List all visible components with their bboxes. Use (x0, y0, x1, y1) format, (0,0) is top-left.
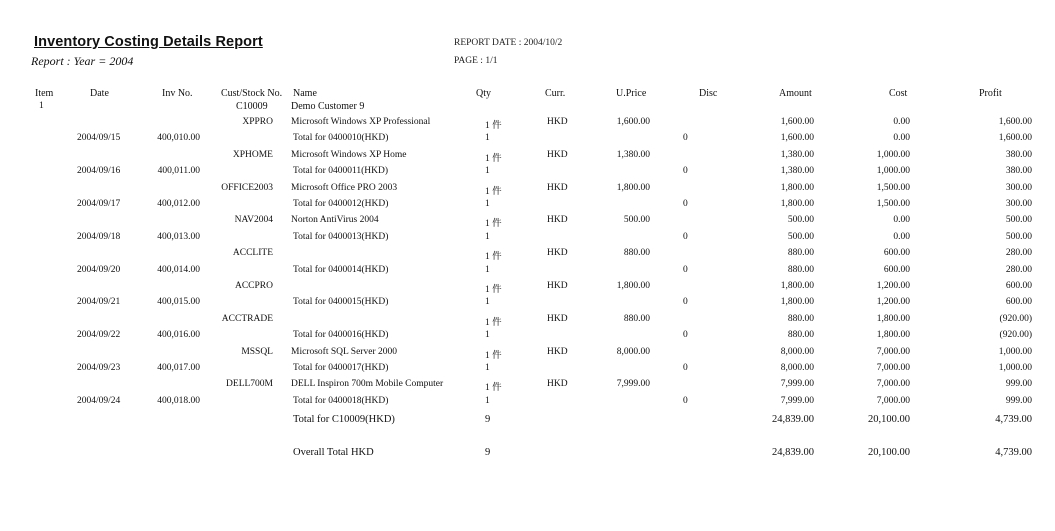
line-qty: 1 件 (485, 285, 502, 295)
report-title: Inventory Costing Details Report (34, 34, 263, 50)
stock-code: ACCPRO (234, 281, 273, 291)
invoice-disc: 0 (683, 199, 688, 209)
line-qty: 1 件 (485, 121, 502, 131)
invoice-total-profit: 500.00 (1005, 232, 1032, 242)
invoice-disc: 0 (683, 265, 688, 275)
invoice-total-cost: 1,800.00 (876, 330, 910, 340)
invoice-date: 2004/09/22 (77, 330, 121, 340)
line-amount: 1,800.00 (780, 183, 814, 193)
line-amount: 880.00 (787, 248, 814, 258)
invoice-total-label: Total for 0400018(HKD) (293, 396, 389, 406)
invoice-total-amount: 500.00 (787, 232, 814, 242)
column-header-amount: Amount (779, 88, 812, 99)
unit-price: 1,380.00 (616, 150, 650, 160)
invoice-total-profit: 999.00 (1005, 396, 1032, 406)
column-header-inv-no: Inv No. (162, 88, 193, 99)
invoice-date: 2004/09/16 (77, 166, 121, 176)
invoice-date: 2004/09/18 (77, 232, 121, 242)
line-profit: 1,600.00 (998, 117, 1032, 127)
line-cost: 7,000.00 (876, 347, 910, 357)
line-amount: 7,999.00 (780, 379, 814, 389)
line-profit: 300.00 (1005, 183, 1032, 193)
overall-total-profit: 4,739.00 (995, 447, 1032, 458)
invoice-date: 2004/09/17 (77, 199, 121, 209)
line-qty: 1 件 (485, 318, 502, 328)
invoice-disc: 0 (683, 363, 688, 373)
invoice-total-profit: 380.00 (1005, 166, 1032, 176)
invoice-total-qty: 1 (485, 297, 490, 307)
invoice-total-label: Total for 0400015(HKD) (293, 297, 389, 307)
invoice-total-amount: 880.00 (787, 330, 814, 340)
overall-total-cost: 20,100.00 (868, 447, 910, 458)
invoice-total-label: Total for 0400013(HKD) (293, 232, 389, 242)
report-date: REPORT DATE : 2004/10/2 (454, 38, 563, 48)
overall-total-amount: 24,839.00 (772, 447, 814, 458)
line-currency: HKD (547, 347, 568, 357)
report-subtitle: Report : Year = 2004 (31, 54, 134, 68)
invoice-total-cost: 1,200.00 (876, 297, 910, 307)
invoice-total-profit: 1,000.00 (998, 363, 1032, 373)
line-currency: HKD (547, 379, 568, 389)
invoice-total-amount: 1,800.00 (780, 297, 814, 307)
product-name: Microsoft Windows XP Home (291, 150, 407, 160)
line-qty: 1 件 (485, 383, 502, 393)
line-qty: 1 件 (485, 187, 502, 197)
line-currency: HKD (547, 117, 568, 127)
line-cost: 1,800.00 (876, 314, 910, 324)
line-qty: 1 件 (485, 154, 502, 164)
line-amount: 1,600.00 (780, 117, 814, 127)
line-qty: 1 件 (485, 252, 502, 262)
unit-price: 1,600.00 (616, 117, 650, 127)
column-header-uprice: U.Price (616, 88, 647, 99)
customer-code: C10009 (236, 101, 268, 112)
unit-price: 1,800.00 (616, 281, 650, 291)
invoice-total-qty: 1 (485, 330, 490, 340)
invoice-date: 2004/09/15 (77, 133, 121, 143)
line-cost: 1,500.00 (876, 183, 910, 193)
invoice-number: 400,012.00 (157, 199, 200, 209)
line-currency: HKD (547, 183, 568, 193)
stock-code: DELL700M (226, 379, 273, 389)
invoice-total-amount: 7,999.00 (780, 396, 814, 406)
invoice-total-profit: 280.00 (1005, 265, 1032, 275)
invoice-total-cost: 600.00 (883, 265, 910, 275)
line-cost: 7,000.00 (876, 379, 910, 389)
invoice-total-cost: 0.00 (893, 232, 910, 242)
stock-code: XPPRO (242, 117, 273, 127)
line-currency: HKD (547, 281, 568, 291)
customer-total-profit: 4,739.00 (995, 414, 1032, 425)
invoice-total-cost: 1,500.00 (876, 199, 910, 209)
invoice-total-qty: 1 (485, 265, 490, 275)
stock-code: XPHOME (232, 150, 273, 160)
line-cost: 0.00 (893, 215, 910, 225)
invoice-total-qty: 1 (485, 363, 490, 373)
line-profit: 500.00 (1005, 215, 1032, 225)
invoice-total-profit: 300.00 (1005, 199, 1032, 209)
column-header-item: Item (35, 88, 54, 99)
column-header-cust-stock-no: Cust/Stock No. (221, 88, 283, 99)
invoice-disc: 0 (683, 133, 688, 143)
line-profit: 600.00 (1005, 281, 1032, 291)
invoice-total-qty: 1 (485, 199, 490, 209)
invoice-total-label: Total for 0400017(HKD) (293, 363, 389, 373)
invoice-number: 400,011.00 (157, 166, 200, 176)
overall-total-label: Overall Total HKD (293, 447, 374, 458)
line-profit: 380.00 (1005, 150, 1032, 160)
invoice-number: 400,014.00 (157, 265, 200, 275)
group-item-number: 1 (39, 101, 44, 111)
invoice-total-qty: 1 (485, 232, 490, 242)
invoice-total-label: Total for 0400010(HKD) (293, 133, 389, 143)
line-amount: 1,380.00 (780, 150, 814, 160)
line-amount: 880.00 (787, 314, 814, 324)
line-profit: 1,000.00 (998, 347, 1032, 357)
unit-price: 1,800.00 (616, 183, 650, 193)
customer-total-cost: 20,100.00 (868, 414, 910, 425)
line-profit: 999.00 (1005, 379, 1032, 389)
line-cost: 1,200.00 (876, 281, 910, 291)
line-cost: 1,000.00 (876, 150, 910, 160)
line-currency: HKD (547, 150, 568, 160)
invoice-total-amount: 1,380.00 (780, 166, 814, 176)
line-profit: 280.00 (1005, 248, 1032, 258)
invoice-number: 400,015.00 (157, 297, 200, 307)
invoice-date: 2004/09/21 (77, 297, 121, 307)
column-header-cost: Cost (889, 88, 908, 99)
customer-total-label: Total for C10009(HKD) (293, 414, 395, 425)
unit-price: 880.00 (623, 314, 650, 324)
customer-total-qty: 9 (485, 414, 491, 425)
line-qty: 1 件 (485, 219, 502, 229)
invoice-total-amount: 1,800.00 (780, 199, 814, 209)
invoice-number: 400,016.00 (157, 330, 200, 340)
product-name: Microsoft Windows XP Professional (291, 117, 431, 127)
invoice-total-qty: 1 (485, 133, 490, 143)
line-currency: HKD (547, 215, 568, 225)
line-amount: 500.00 (787, 215, 814, 225)
invoice-total-qty: 1 (485, 396, 490, 406)
column-header-date: Date (90, 88, 109, 99)
unit-price: 7,999.00 (616, 379, 650, 389)
customer-total-amount: 24,839.00 (772, 414, 814, 425)
product-name: Norton AntiVirus 2004 (291, 215, 379, 225)
stock-code: MSSQL (241, 347, 273, 357)
invoice-number: 400,018.00 (157, 396, 200, 406)
line-amount: 8,000.00 (780, 347, 814, 357)
invoice-total-profit: (920.00) (999, 330, 1032, 340)
product-name: Microsoft Office PRO 2003 (291, 183, 398, 193)
invoice-total-qty: 1 (485, 166, 490, 176)
column-header-qty: Qty (476, 88, 491, 99)
invoice-total-cost: 7,000.00 (876, 396, 910, 406)
invoice-total-label: Total for 0400016(HKD) (293, 330, 389, 340)
invoice-number: 400,017.00 (157, 363, 200, 373)
column-header-name: Name (293, 88, 317, 99)
customer-name: Demo Customer 9 (291, 101, 365, 112)
invoice-total-label: Total for 0400014(HKD) (293, 265, 389, 275)
stock-code: ACCTRADE (221, 314, 273, 324)
unit-price: 500.00 (623, 215, 650, 225)
column-header-curr: Curr. (545, 88, 566, 99)
page-number: PAGE : 1/1 (454, 56, 498, 66)
invoice-total-amount: 880.00 (787, 265, 814, 275)
unit-price: 880.00 (623, 248, 650, 258)
column-header-disc: Disc (699, 88, 718, 99)
invoice-total-profit: 1,600.00 (998, 133, 1032, 143)
line-qty: 1 件 (485, 351, 502, 361)
stock-code: ACCLITE (232, 248, 273, 258)
product-name: DELL Inspiron 700m Mobile Computer (291, 379, 444, 389)
invoice-disc: 0 (683, 232, 688, 242)
line-cost: 0.00 (893, 117, 910, 127)
invoice-total-cost: 0.00 (893, 133, 910, 143)
invoice-disc: 0 (683, 330, 688, 340)
invoice-disc: 0 (683, 396, 688, 406)
line-currency: HKD (547, 248, 568, 258)
invoice-disc: 0 (683, 166, 688, 176)
invoice-total-amount: 1,600.00 (780, 133, 814, 143)
line-amount: 1,800.00 (780, 281, 814, 291)
overall-total-qty: 9 (485, 447, 491, 458)
invoice-disc: 0 (683, 297, 688, 307)
invoice-total-label: Total for 0400011(HKD) (293, 166, 389, 176)
unit-price: 8,000.00 (616, 347, 650, 357)
invoice-number: 400,013.00 (157, 232, 200, 242)
invoice-total-label: Total for 0400012(HKD) (293, 199, 389, 209)
line-cost: 600.00 (883, 248, 910, 258)
column-header-profit: Profit (979, 88, 1002, 99)
invoice-date: 2004/09/24 (77, 396, 121, 406)
stock-code: OFFICE2003 (221, 183, 273, 193)
invoice-date: 2004/09/20 (77, 265, 121, 275)
invoice-number: 400,010.00 (157, 133, 200, 143)
product-name: Microsoft SQL Server 2000 (291, 347, 397, 357)
invoice-total-amount: 8,000.00 (780, 363, 814, 373)
invoice-total-profit: 600.00 (1005, 297, 1032, 307)
invoice-total-cost: 1,000.00 (876, 166, 910, 176)
stock-code: NAV2004 (234, 215, 273, 225)
line-currency: HKD (547, 314, 568, 324)
line-profit: (920.00) (999, 314, 1032, 324)
invoice-total-cost: 7,000.00 (876, 363, 910, 373)
invoice-date: 2004/09/23 (77, 363, 121, 373)
